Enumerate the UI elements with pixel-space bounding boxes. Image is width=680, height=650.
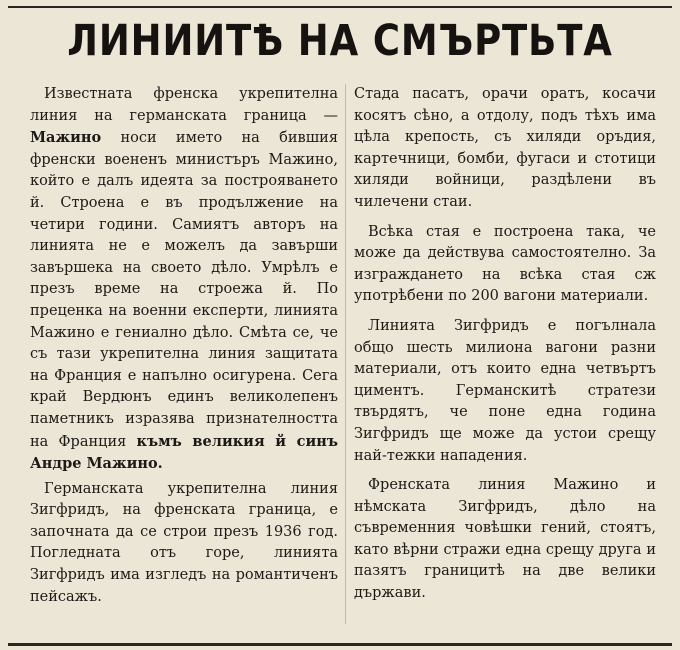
paragraph-2-continued: Стада пасатъ, орачи оратъ, косачи косятъ сѣно, а отдолу, подъ тѣхъ има цѣла крепость, съ хиляди оръдия, картечници, бомби, фугаси и стотици хиляди войници, раздѣлени въ чилечени стаи.	[354, 86, 656, 210]
top-rule	[8, 6, 672, 8]
p1-text-a: Известната френска укрепителна линия на германската граница —	[30, 86, 338, 124]
p1-bold-name: Мажино	[30, 129, 102, 147]
paragraph-5: Френската линия Мажино и нѣмската Зигфридъ, дѣло на съвременния човѣшки гений, стоятъ, като вѣрни стражи една срещу друга и пазятъ границитѣ на две велики държави.	[354, 477, 656, 602]
paragraph-1	[30, 84, 338, 476]
column-divider	[345, 84, 346, 624]
bottom-rule	[8, 643, 672, 646]
p1-bold-end: къмъ великия й синъ Андре Мажино.	[30, 432, 339, 473]
p1-text-b: носи името на бившия френски воененъ министъръ Мажино, който е далъ идеята за построяването й. Строена е въ продължение на четири години. Самиятъ авторъ на линията не е можелъ да завърши завършека на своето дѣло. Умрѣлъ е презъ време на строежа й. По преценка на военни експерти, линията Мажино е гениално дѣло. Смѣта се, че съ тази укрепителна линия защитата на Франция е напълно осигурена. Сега край Вердюнъ единъ великолепенъ паметникъ изразява признателността на Франция	[30, 130, 338, 450]
paragraph-4: Линията Зигфридъ е погълнала общо шесть милиона вагони разни материали, отъ които една четвъртъ циментъ. Германскитѣ стратези твърдятъ, че поне една година Зигфридъ ще може да устои срещу най-тежки нападения.	[354, 317, 656, 464]
paragraph-2: Германската укрепителна линия Зигфридъ, на френската граница, е започната да се строи презъ 1936 год. Погледната отъ горе, линията Зигфридъ има изгледъ на романтиченъ пейсажъ.	[30, 480, 338, 605]
article-column-right	[354, 84, 656, 613]
paragraph-3: Всѣка стая е построена така, че може да действува самостоятелно. За изграждането на всѣка стая сж употрѣбени по 200 вагони материали.	[354, 223, 656, 305]
article-column-left	[30, 84, 338, 611]
headline: ЛИНИИТѢ НА СМЪРТЬТА	[67, 16, 613, 66]
